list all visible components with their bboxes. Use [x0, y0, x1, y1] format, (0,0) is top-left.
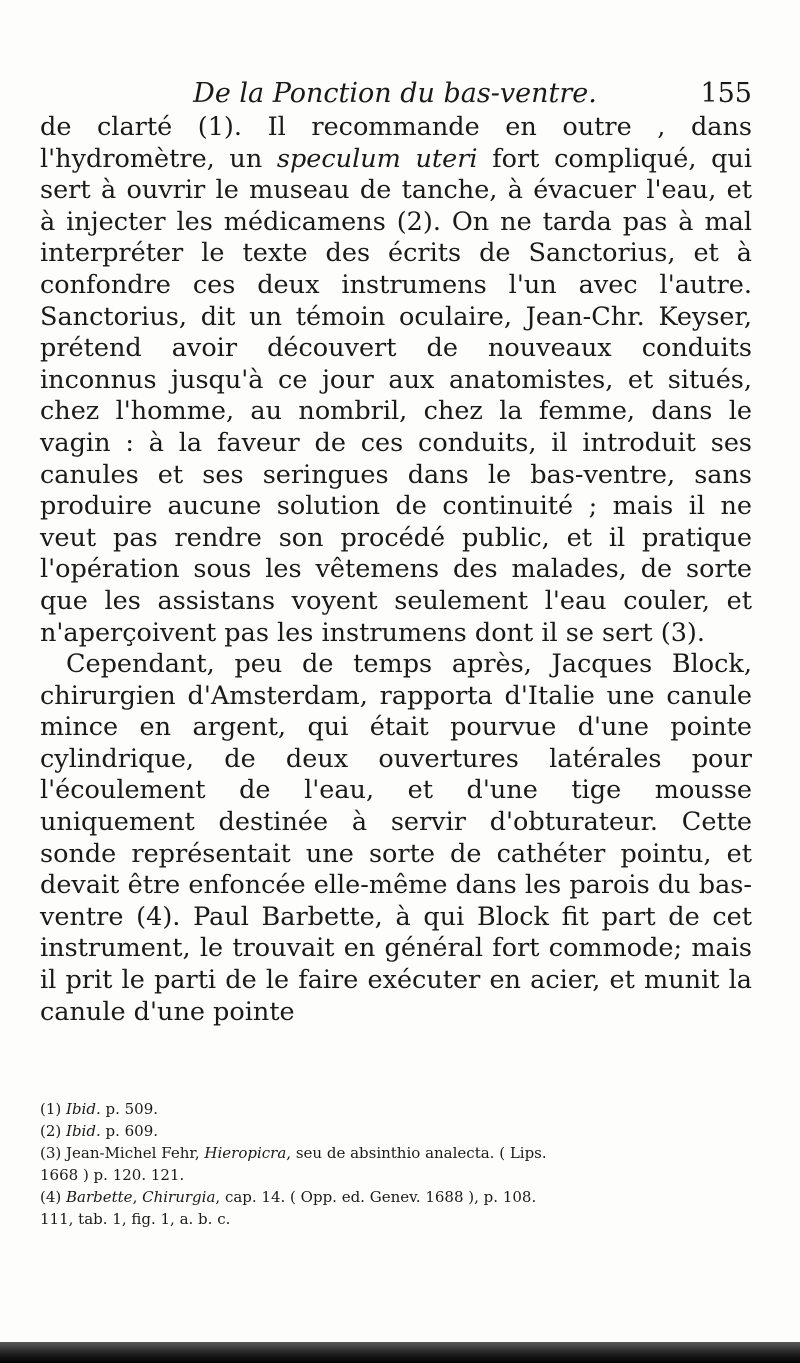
text-run: 1668 ) p. 120. 121. — [40, 1166, 185, 1184]
text-run: 111, tab. 1, fig. 1, a. b. c. — [40, 1210, 231, 1228]
italic-text: Ibid. — [66, 1122, 101, 1140]
footnotes — [40, 1098, 752, 1230]
footnote — [40, 1164, 752, 1186]
text-run: p. 509. — [100, 1100, 159, 1118]
page-edge-shadow — [0, 1342, 800, 1363]
paragraph — [40, 112, 752, 649]
text-run: fort compliqué, qui sert à ouvrir le museau de tanche, à évacuer l'eau, et à injecter les médicamens (2). On ne tarda pas à mal interpréter le texte des écrits de Sanctorius, et à confondre ces deux instrumens l'un avec l'autre. Sanctorius, dit un témoin oculaire, Jean-Chr. Keyser, prétend avoir découvert de nouveaux conduits inconnus jusqu'à ce jour aux anatomistes, et situés, chez l'homme, au nombril, chez la femme, dans le vagin : à la faveur de ces conduits, il introduit ses canules et ses seringues dans le bas-ventre, sans produire aucune solution de continuité ; mais il ne veut pas rendre son procédé public, et il pratique l'opération sous les vêtemens des malades, de sorte que les assistans voyent seulement l'eau couler, et n'aperçoivent pas les instrumens dont il se sert (3). — [40, 143, 752, 648]
italic-text: Ibid. — [66, 1100, 101, 1118]
text-run: (1) — [40, 1100, 67, 1118]
italic-text: Barbette — [66, 1188, 133, 1206]
body-text — [40, 112, 752, 1028]
text-run: , cap. 14. ( Opp. ed. Genev. 1688 ), p. 108. — [215, 1188, 537, 1206]
text-run: , seu de absinthio analecta. ( Lips. — [286, 1144, 547, 1162]
page-number: 155 — [700, 78, 752, 109]
running-title: De la Ponction du bas-ventre. — [193, 78, 597, 109]
italic-text: speculum uteri — [276, 143, 478, 174]
text-run: de clarté (1). Il recommande en outre , dans l'hydromètre, un — [40, 112, 752, 174]
text-run: (4) — [40, 1188, 67, 1206]
footnote — [40, 1208, 752, 1230]
italic-text: Hieropicra — [204, 1144, 287, 1162]
text-run: p. 609. — [100, 1122, 159, 1140]
page-header — [40, 72, 752, 112]
text-run: Cependant, peu de temps après, Jacques Block, chirurgien d'Amsterdam, rapporta d'Italie une canule mince en argent, qui était pourvue d'une pointe cylindrique, de deux ouvertures latérales pour l'écoulement de l'eau, et d'une tige mousse uniquement destinée à servir d'obturateur. Cette sonde représentait une sorte de cathéter pointu, et devait être enfoncée elle-même dans les parois du bas-ventre (4). Paul Barbette, à qui Block fit part de cet instrument, le trouvait en général fort commode; mais il prit le parti de le faire exécuter en acier, et munit la canule d'une pointe — [40, 649, 752, 1027]
footnote — [40, 1186, 752, 1208]
text-run: (3) Jean-Michel Fehr, — [40, 1144, 205, 1162]
footnote — [40, 1120, 752, 1142]
italic-text: Chirurgia — [142, 1188, 216, 1206]
paragraph — [40, 649, 752, 1028]
text-run: (2) — [40, 1122, 67, 1140]
footnote — [40, 1098, 752, 1120]
footnote — [40, 1142, 752, 1164]
text-run: , — [132, 1188, 143, 1206]
